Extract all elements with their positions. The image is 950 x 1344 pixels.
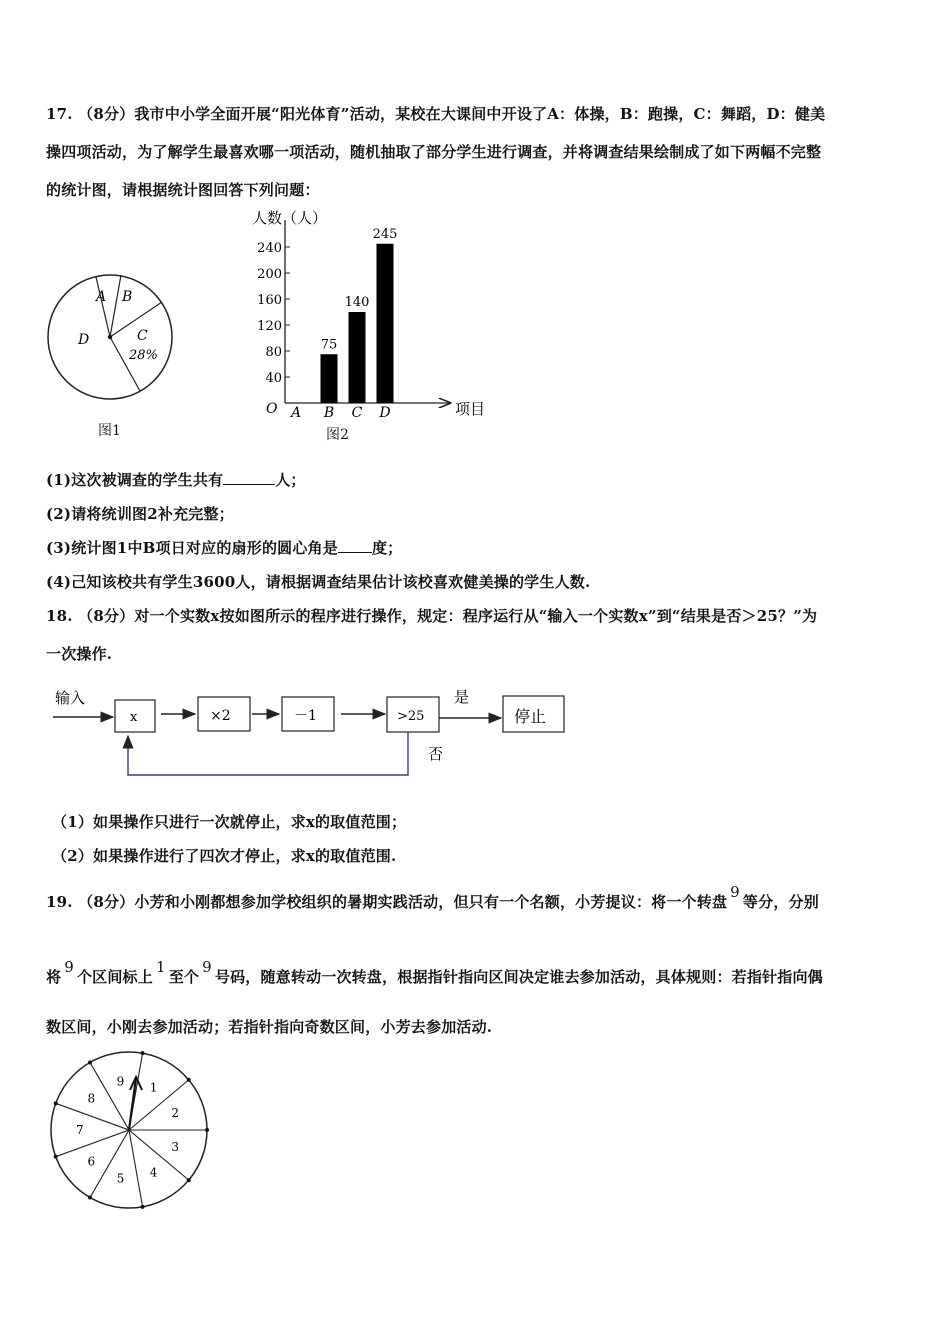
spinner-number: 5 [116, 1171, 125, 1186]
spinner-number: 9 [116, 1074, 125, 1089]
pie-label-c-percent: 28% [129, 348, 158, 363]
y-axis-label: 人数（人） [252, 209, 328, 227]
bar-value-label: 75 [320, 337, 338, 353]
q19-line2-d: 号码，随意转动一次转盘，根据指针指向区间决定谁去参加活动，具体规则：若指针指向偶 [214, 968, 823, 986]
spinner-number: 1 [149, 1080, 158, 1095]
spinner-divider [87, 1062, 129, 1130]
q19-line2-c: 至个 [168, 968, 200, 986]
x-tick-label: C [351, 405, 363, 421]
q19-line2 [46, 958, 823, 987]
figure2-caption: 图2 [326, 427, 349, 443]
q19-line1-b: 等分，分别 [742, 893, 819, 911]
q17-sub1-text: (1)这次被调查的学生共有 [46, 471, 224, 489]
q17-line1: 17. （8分）我市中小学全面开展“阳光体育”活动，某校在大课间中开设了A：体操，B：跑操，C：舞蹈，D：健美 [46, 105, 826, 123]
spinner-divider [56, 1103, 129, 1130]
q17-sub3-unit: 度； [371, 539, 403, 557]
y-tick-label: 160 [257, 293, 282, 308]
spinner-dot [88, 1060, 92, 1064]
y-tick-label: 80 [265, 345, 282, 360]
flow-box-x-label: x [130, 710, 138, 725]
spinner-divider [87, 1130, 129, 1198]
answer-blank-1 [223, 470, 275, 485]
flowchart-figure [45, 680, 585, 780]
pie-chart-figure [40, 270, 180, 410]
spinner-divider [129, 1130, 143, 1207]
bar-d [377, 244, 394, 403]
spinner-dot [88, 1196, 92, 1200]
flow-box-stop-label: 停止 [514, 707, 547, 726]
spinner-dot [141, 1051, 145, 1055]
figure1-caption: 图1 [98, 423, 121, 439]
spinner-divider [129, 1130, 189, 1180]
spinner-number: 7 [76, 1123, 84, 1137]
q17-sub4: (4)己知该校共有学生3600人，请根据调查结果估计该校喜欢健美操的学生人数. [46, 573, 591, 591]
y-tick-label: 240 [257, 241, 282, 256]
origin-label: O [266, 401, 278, 417]
q18-sub1: （1）如果操作只进行一次就停止，求x的取值范围； [52, 813, 407, 831]
spinner-number: 6 [87, 1154, 96, 1169]
q17-sub2: (2)请将统训图2补充完整； [46, 505, 234, 523]
spinner-divider [129, 1080, 189, 1130]
y-tick-label: 120 [257, 319, 282, 334]
q17-sub1 [46, 469, 306, 490]
spinner-number: 8 [87, 1091, 96, 1106]
flow-yes-label: 是 [454, 688, 470, 706]
flow-input-label: 输入 [55, 689, 86, 707]
spinner-number: 3 [171, 1139, 179, 1154]
spinner-dot [54, 1155, 58, 1159]
q18-line1: 18. （8分）对一个实数x按如图所示的程序进行操作，规定：程序运行从“输入一个实数x”到“结果是否＞25？”为 [46, 607, 818, 625]
pie-label-d: D [78, 332, 90, 348]
spinner-number: 2 [171, 1106, 179, 1121]
spinner-dot [187, 1178, 191, 1182]
x-tick-label: D [379, 405, 391, 421]
q19-line2-a: 将 [46, 968, 62, 986]
q19-line1 [46, 883, 819, 912]
q19-num-1: 1 [155, 958, 166, 976]
flow-box-times2-label: ×2 [210, 708, 231, 724]
flow-box-minus1-label: －1 [294, 708, 317, 724]
answer-blank-2 [338, 538, 372, 553]
q17-sub3 [46, 537, 402, 558]
q18-line2: 一次操作. [46, 645, 113, 663]
spinner-dot [205, 1128, 209, 1132]
flow-loop-back-line [128, 732, 408, 775]
x-tick-label: A [290, 405, 302, 421]
q17-sub1-unit: 人； [275, 471, 306, 489]
q19-line2-b: 个区间标上 [76, 968, 153, 986]
spinner-divider [56, 1130, 129, 1157]
q19-num-9b: 9 [64, 958, 74, 976]
pie-label-b: B [122, 289, 133, 305]
spinner-dot [141, 1205, 145, 1209]
bar-value-label: 140 [344, 295, 370, 310]
q19-line3: 数区间，小刚去参加活动；若指针指向奇数区间，小芳去参加活动. [46, 1018, 493, 1036]
bar-b [321, 354, 338, 403]
bar-c [349, 312, 366, 403]
q17-line3: 的统计图，请根据统计图回答下列问题： [46, 181, 320, 199]
spinner-figure [44, 1050, 214, 1220]
q19-line1-a: 19. （8分）小芳和小刚都想参加学校组织的暑期实践活动，但只有一个名额，小芳提议：将一个转盘 [46, 893, 728, 911]
bar-value-label: 245 [372, 226, 398, 242]
flow-box-gt25-label: >25 [397, 709, 425, 724]
y-tick-label: 200 [257, 267, 282, 282]
spinner-number: 4 [149, 1165, 158, 1180]
spinner-dot [187, 1078, 191, 1082]
x-tick-label: B [323, 405, 335, 421]
q17-line2: 操四项活动，为了解学生最喜欢哪一项活动，随机抽取了部分学生进行调查，并将调查结果绘制成了如下两幅不完整 [46, 143, 822, 161]
spinner-dot [54, 1101, 58, 1105]
bar-chart-figure [250, 200, 500, 445]
q17-sub3-text: (3)统计图1中B项日对应的扇形的圆心角是 [46, 539, 338, 557]
q19-num-9a: 9 [730, 883, 740, 901]
flow-no-label: 否 [428, 745, 444, 763]
q18-sub2: （2）如果操作进行了四次才停止，求x的取值范围. [52, 847, 397, 865]
y-tick-label: 40 [265, 371, 282, 386]
q19-num-9c: 9 [202, 958, 212, 976]
pie-label-c: C [137, 328, 148, 344]
pie-label-a: A [96, 289, 107, 305]
x-axis-label: 项目 [455, 400, 486, 418]
